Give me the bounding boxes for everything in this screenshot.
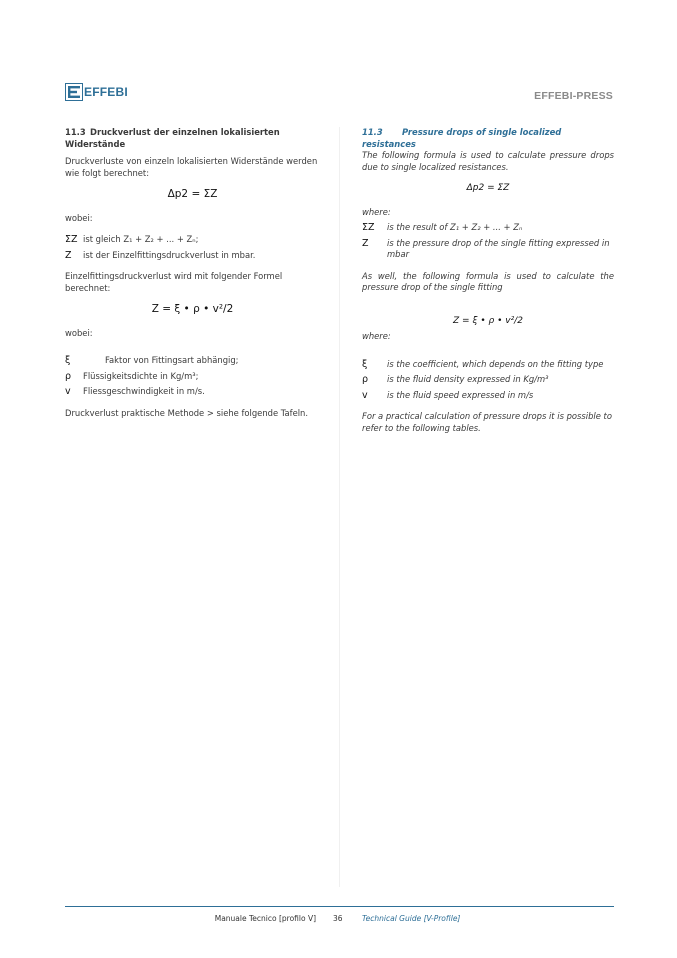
- definition-item: [65, 250, 320, 262]
- definition-text: is the coefficient, which depends on the fitting type: [387, 358, 604, 369]
- section-heading: [65, 127, 320, 150]
- footer-rule: [65, 906, 614, 907]
- definitions-list: [65, 234, 320, 261]
- section-heading: [362, 127, 614, 150]
- effebi-logo: [65, 83, 128, 101]
- definition-item: [65, 371, 320, 383]
- definition-item: [65, 234, 320, 246]
- section-title: Druckverlust der einzelnen lokalisierten Widerstände: [65, 127, 280, 149]
- definition-symbol: ΣZ: [65, 234, 78, 245]
- definition-symbol: ΣZ: [362, 222, 375, 233]
- brand-name: EFFEBI-PRESS: [534, 90, 613, 102]
- definition-symbol: ρ: [362, 374, 369, 385]
- definition-item: [362, 238, 614, 261]
- definition-symbol: v: [65, 386, 71, 397]
- definition-text: Faktor von Fittingsart abhängig;: [105, 355, 239, 365]
- section-number: 11.3: [65, 127, 86, 137]
- definition-item: [362, 359, 614, 371]
- intro-paragraph-2: As well, the following formula is used to calculate the pressure drop of the single fitting: [362, 270, 614, 292]
- definition-symbol: Z: [65, 249, 72, 261]
- english-column: [362, 127, 614, 444]
- formula-fitting: Z = ξ • ρ • v²/2: [151, 303, 234, 315]
- closing-paragraph: For a practical calculation of pressure drops it is possible to refer to the following tables.: [362, 411, 612, 433]
- definitions-list: [362, 359, 614, 402]
- closing-paragraph: Druckverlust praktische Methode > siehe folgende Tafeln.: [65, 407, 309, 418]
- formula-fitting: Z = ξ • ρ • v²/2: [453, 315, 523, 326]
- definitions-list: [362, 222, 614, 261]
- definition-text: is the result of Z₁ + Z₂ + ... + Zₙ: [387, 222, 523, 232]
- definition-text: ist gleich Z₁ + Z₂ + ... + Zₙ;: [83, 234, 199, 244]
- definition-symbol: Z: [362, 237, 369, 249]
- logo-mark-icon: [65, 83, 83, 101]
- german-column: [65, 127, 320, 429]
- formula-total: Δp2 = ΣZ: [167, 188, 218, 200]
- definition-item: [362, 390, 614, 402]
- definition-symbol: ξ: [362, 358, 368, 370]
- definition-symbol: ρ: [65, 370, 72, 382]
- definition-item: [362, 374, 614, 386]
- logo-text: EFFEBI: [84, 85, 128, 99]
- intro-paragraph-2: Einzelfittingsdruckverlust wird mit folgender Formel berechnet:: [65, 271, 283, 293]
- definition-symbol: v: [362, 389, 368, 401]
- definition-text: is the fluid density expressed in Kg/m³: [387, 374, 549, 384]
- where-label: where:: [362, 206, 391, 217]
- definition-text: Fliessgeschwindigkeit in m/s.: [83, 386, 205, 396]
- wobei-label: wobei:: [65, 327, 93, 338]
- section-number: 11.3: [362, 127, 383, 137]
- where-label: where:: [362, 331, 391, 341]
- formula-total: Δp2 = ΣZ: [466, 183, 510, 193]
- wobei-label: wobei:: [65, 212, 93, 223]
- page-number: 36: [333, 914, 343, 923]
- footer-title-en: Technical Guide [V-Profile]: [362, 914, 461, 923]
- intro-paragraph: Druckverluste von einzeln lokalisierten Widerstände werden wie folgt berechnet:: [65, 156, 318, 178]
- definition-text: ist der Einzelfittingsdruckverlust in mbar.: [83, 249, 256, 260]
- definition-item: [65, 386, 320, 398]
- definition-text: is the pressure drop of the single fitting expressed in mbar: [387, 237, 610, 259]
- definition-text: is the fluid speed expressed in m/s: [387, 389, 534, 400]
- definition-text: Flüssigkeitsdichte in Kg/m³;: [83, 370, 199, 381]
- definition-item: [362, 222, 614, 234]
- section-title: Pressure drops of single localized resistances: [362, 127, 562, 149]
- definition-item: [65, 355, 320, 367]
- definition-symbol: ξ: [65, 355, 71, 366]
- definitions-list: [65, 355, 320, 398]
- intro-paragraph: The following formula is used to calculate pressure drops due to single localized resistances.: [362, 150, 614, 172]
- column-divider: [339, 127, 340, 887]
- footer-title-it: Manuale Tecnico [profilo V]: [214, 914, 316, 923]
